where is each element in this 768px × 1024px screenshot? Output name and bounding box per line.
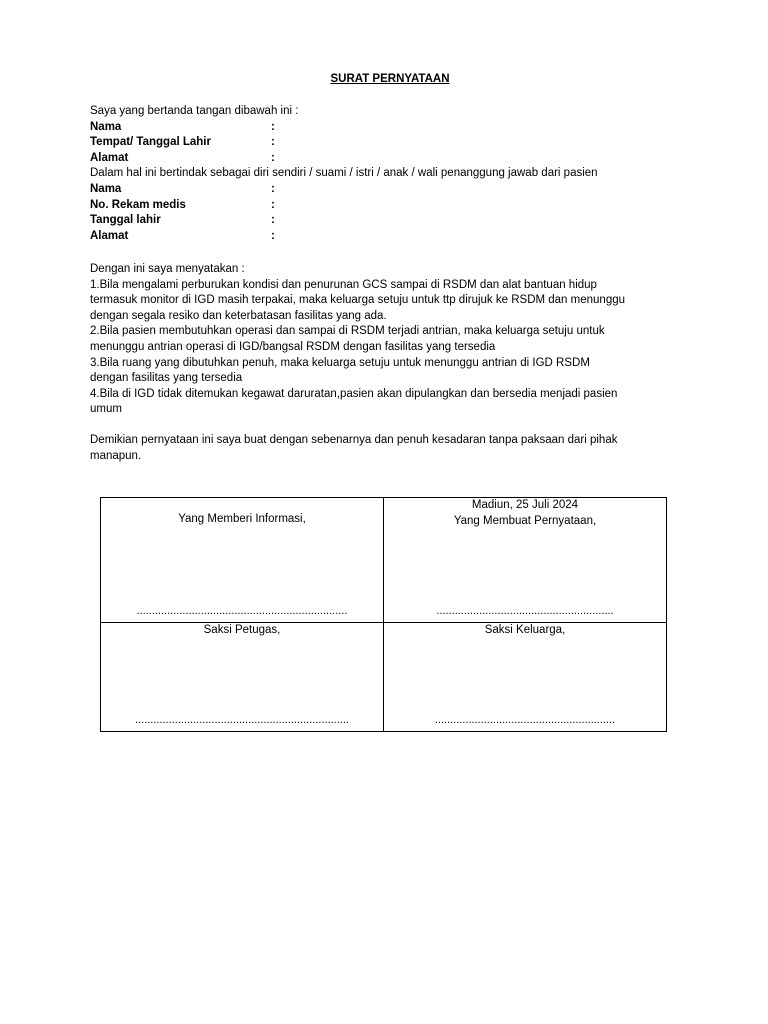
signature-line: ...................................................................... bbox=[135, 714, 349, 727]
signature-line: ........................................................... bbox=[434, 714, 616, 727]
declarant-signature-cell bbox=[384, 498, 667, 623]
family-witness-cell bbox=[384, 623, 667, 732]
statement-line: 1.Bila mengalami perburukan kondisi dan penurunan GCS sampai di RSDM dan alat bantuan hidup bbox=[90, 278, 597, 291]
signer-field-address bbox=[90, 151, 690, 167]
identity-section bbox=[90, 104, 690, 244]
statement-line: termasuk monitor di IGD masih terpakai, maka keluarga setuju untuk ttp dirujuk ke RSDM dan menunggu bbox=[90, 294, 626, 307]
field-label: Tanggal lahir bbox=[90, 214, 161, 227]
statement-intro: Dengan ini saya menyatakan : bbox=[90, 263, 245, 275]
statement-section bbox=[90, 262, 690, 418]
family-witness-label: Saksi Keluarga, bbox=[484, 624, 566, 636]
closing-line: Demikian pernyataan ini saya buat dengan sebenarnya dan penuh kesadaran tanpa paksaan dari pihak bbox=[90, 434, 618, 446]
field-label: Nama bbox=[90, 120, 122, 133]
patient-field-address bbox=[90, 229, 690, 245]
intro-text: Saya yang bertanda tangan dibawah ini : bbox=[90, 105, 299, 117]
signer-field-name bbox=[90, 120, 690, 136]
signer-field-birth bbox=[90, 135, 690, 151]
field-colon: : bbox=[271, 214, 275, 227]
field-label: Tempat/ Tanggal Lahir bbox=[90, 136, 211, 149]
signature-table bbox=[100, 497, 667, 732]
field-colon: : bbox=[271, 229, 275, 242]
field-colon: : bbox=[271, 120, 275, 133]
statement-line: 2.Bila pasien membutuhkan operasi dan sampai di RSDM terjadi antrian, maka keluarga setuju untuk bbox=[90, 325, 605, 338]
field-colon: : bbox=[271, 198, 275, 211]
patient-field-birthdate bbox=[90, 213, 690, 229]
field-label: Alamat bbox=[90, 229, 129, 242]
date-line: Madiun, 25 Juli 2024 bbox=[471, 499, 579, 511]
acting-as-text: Dalam hal ini bertindak sebagai diri sendiri / suami / istri / anak / wali penanggung jawab dari pasien bbox=[90, 167, 598, 180]
patient-field-record bbox=[90, 198, 690, 214]
statement-line: menunggu antrian operasi di IGD/bangsal RSDM dengan fasilitas yang tersedia bbox=[90, 340, 496, 353]
statement-line: dengan fasilitas yang tersedia bbox=[90, 372, 243, 385]
statement-line: 4.Bila di IGD tidak ditemukan kegawat daruratan,pasien akan dipulangkan dan bersedia menjadi pasien bbox=[90, 387, 618, 400]
signature-line: .......................................................... bbox=[436, 605, 614, 618]
informer-label: Yang Memberi Informasi, bbox=[178, 513, 306, 525]
field-colon: : bbox=[271, 136, 275, 149]
field-colon: : bbox=[271, 182, 275, 195]
document-title: SURAT PERNYATAAN bbox=[330, 73, 450, 85]
patient-field-name bbox=[90, 182, 690, 198]
statement-line: dengan segala resiko dan keterbatasan fasilitas yang ada. bbox=[90, 309, 387, 322]
statement-line: 3.Bila ruang yang dibutuhkan penuh, maka keluarga setuju untuk menunggu antrian di IGD RSDM bbox=[90, 356, 590, 369]
informer-signature-cell bbox=[101, 498, 384, 623]
statement-line: umum bbox=[90, 403, 122, 416]
field-label: Nama bbox=[90, 182, 122, 195]
field-colon: : bbox=[271, 151, 275, 164]
closing-line: manapun. bbox=[90, 449, 142, 462]
officer-witness-label: Saksi Petugas, bbox=[203, 624, 281, 636]
signature-line: ..................................................................... bbox=[136, 605, 348, 618]
declarant-label: Yang Membuat Pernyataan, bbox=[453, 514, 597, 527]
officer-witness-cell bbox=[101, 623, 384, 732]
closing-section bbox=[90, 433, 690, 464]
field-label: No. Rekam medis bbox=[90, 198, 186, 211]
field-label: Alamat bbox=[90, 151, 129, 164]
